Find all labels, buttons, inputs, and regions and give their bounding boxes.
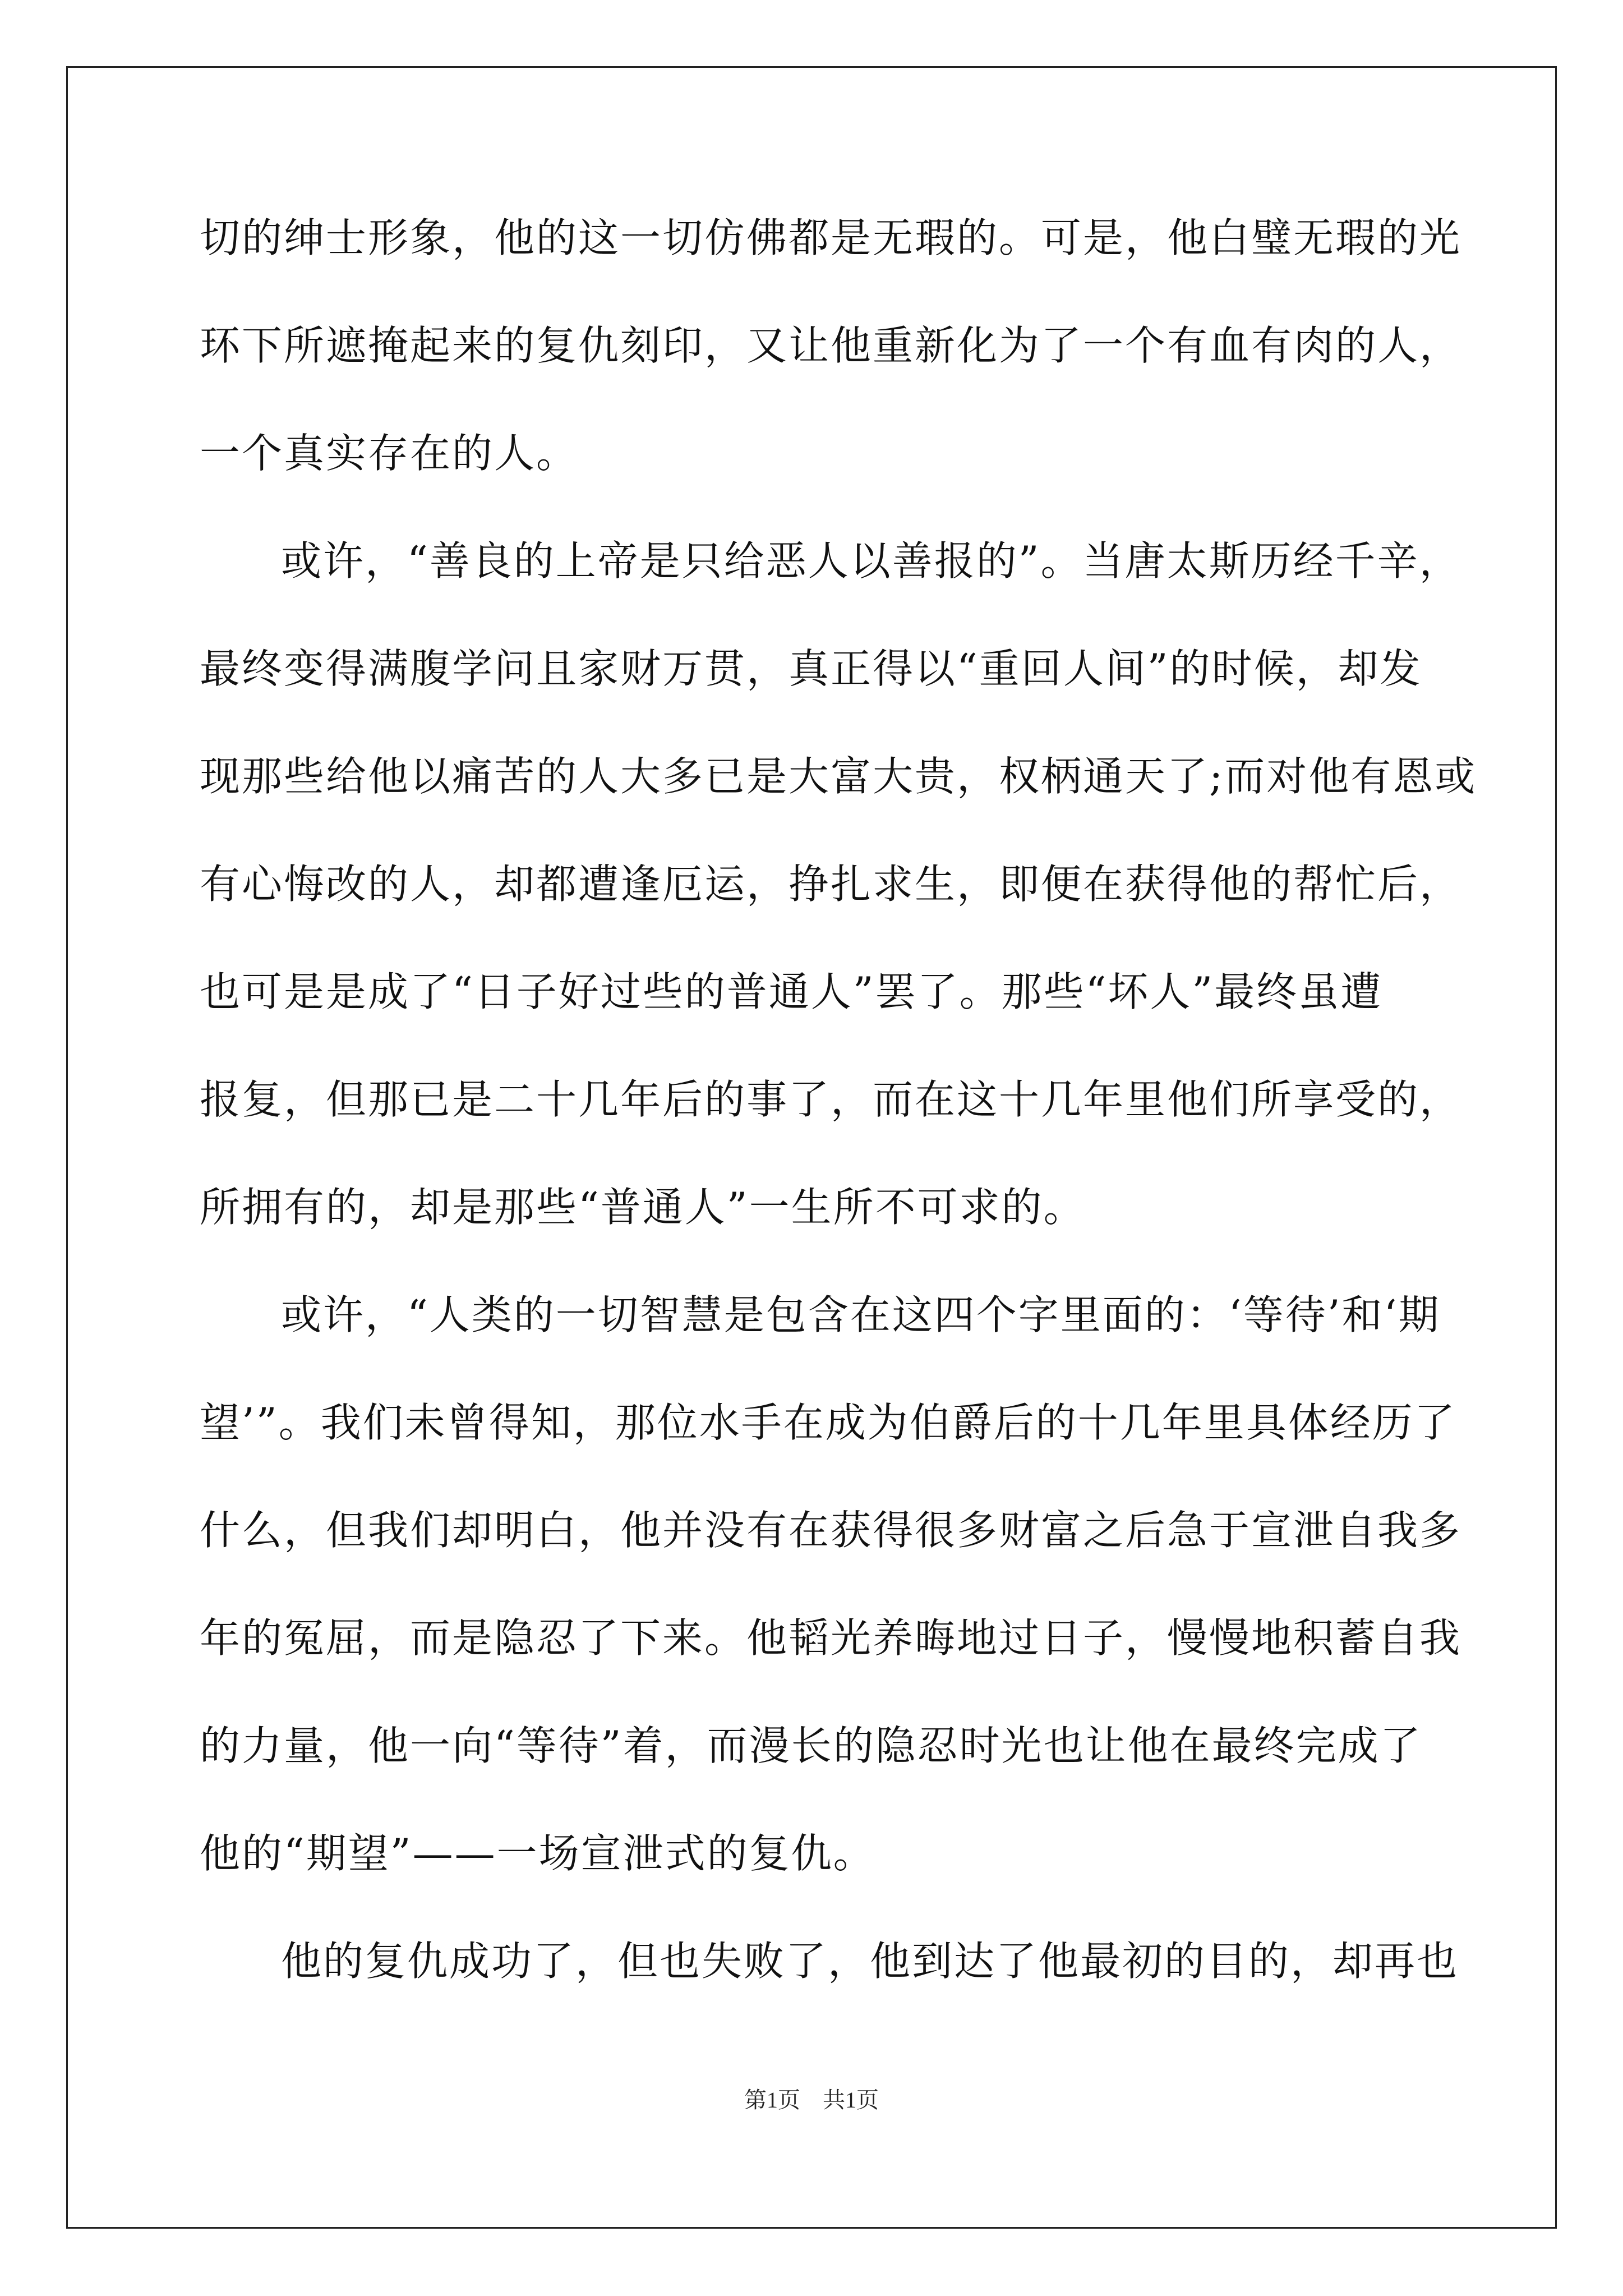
text-line: 望’”。我们未曾得知，那位水手在成为伯爵后的十几年里具体经历了 — [200, 1399, 1456, 1446]
text-line: 最终变得满腹学问且家财万贯，真正得以“重回人间”的时候，却发 — [200, 645, 1422, 692]
text-line: 有心悔改的人，却都遭逢厄运，挣扎求生，即便在获得他的帮忙后， — [200, 861, 1462, 908]
text-line: 年的冤屈，而是隐忍了下来。他韬光养晦地过日子，慢慢地积蓄自我 — [200, 1614, 1462, 1662]
document-body — [200, 214, 1477, 2049]
text-line: 什么，但我们却明白，他并没有在获得很多财富之后急于宣泄自我多 — [200, 1507, 1462, 1554]
text-line: 切的绅士形象，他的这一切仿佛都是无瑕的。可是，他白璧无瑕的光 — [200, 214, 1462, 261]
text-line: 所拥有的，却是那些“普通人”一生所不可求的。 — [200, 1184, 1086, 1231]
text-line: 环下所遮掩起来的复仇刻印，又让他重新化为了一个有血有肉的人， — [200, 322, 1462, 369]
text-line: 一个真实存在的人。 — [200, 430, 579, 477]
text-line: 现那些给他以痛苦的人大多已是大富大贵，权柄通天了;而对他有恩或 — [200, 753, 1477, 800]
page-number-footer: 第1页 共1页 — [744, 2087, 879, 2113]
text-line: 的力量，他一向“等待”着，而漫长的隐忍时光也让他在最终完成了 — [200, 1722, 1422, 1769]
text-line: 报复，但那已是二十几年后的事了，而在这十几年里他们所享受的， — [200, 1076, 1462, 1123]
text-line: 他的“期望”——一场宣泄式的复仇。 — [200, 1830, 875, 1877]
paragraph-start-line: 或许，“善良的上帝是只给恶人以善报的”。当唐太斯历经千辛， — [281, 537, 1461, 585]
paragraph-start-line: 或许，“人类的一切智慧是包含在这四个字里面的：‘等待’和‘期 — [281, 1291, 1441, 1338]
paragraph-start-line: 他的复仇成功了，但也失败了，他到达了他最初的目的，却再也 — [281, 1938, 1459, 1985]
text-line: 也可是是成了“日子好过些的普通人”罢了。那些“坏人”最终虽遭 — [200, 968, 1383, 1015]
